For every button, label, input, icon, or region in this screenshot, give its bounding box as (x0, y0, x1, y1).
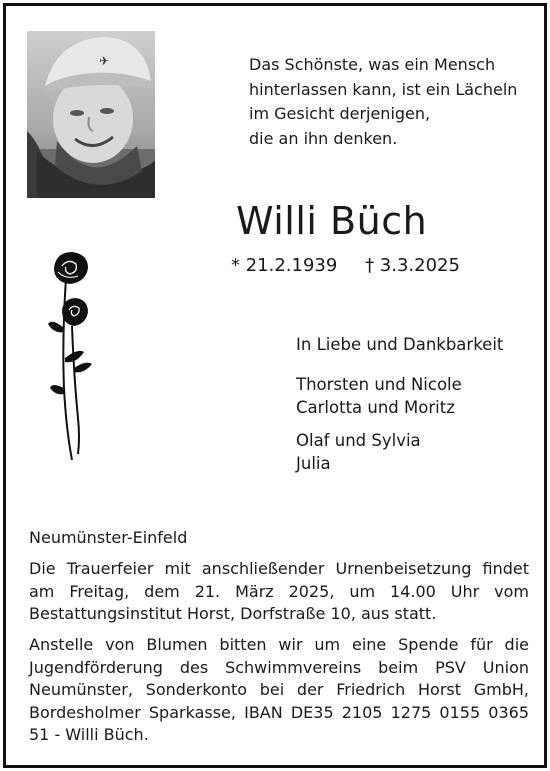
mourners-group-1 (296, 373, 536, 419)
obituary-card (3, 3, 547, 768)
rose-icon (44, 248, 96, 468)
deceased-name: Willi Büch (236, 199, 428, 243)
death-date: † 3.3.2025 (365, 255, 460, 276)
mourners-intro: In Liebe und Dankbarkeit (296, 335, 504, 354)
portrait-photo (27, 31, 155, 198)
cap-logo: ✈ (99, 54, 110, 68)
ceremony-notice: Die Trauerfeier mit anschließender Urnenbeisetzung findet am Freitag, dem 21. März 2025, um 14.00 Uhr vom Bestattungsinstitut Horst, Dorfstraße 10, aus statt. (29, 559, 529, 623)
mourner-line: Carlotta und Moritz (296, 398, 455, 417)
mourner-line: Olaf und Sylvia (296, 431, 421, 450)
mourners-group-2 (296, 429, 536, 475)
portrait-image (27, 31, 155, 198)
donation-notice: Anstelle von Blumen bitten wir um eine Spende für die Jugendförderung des Schwimmvereins beim PSV Union Neumünster, Sonderkonto bei der Friedrich Horst GmbH, Bordesholmer Sparkasse, IBAN DE35 2105 1275 0155 0365 51 - Willi Büch. (29, 635, 529, 744)
mourner-line: Thorsten und Nicole (296, 375, 462, 394)
birth-date: * 21.2.1939 (231, 255, 338, 276)
memorial-quote: Das Schönste, was ein Mensch hinterlassen kann, ist ein Lächeln im Gesicht derjenigen, die an ihn denken. (249, 55, 518, 148)
mourner-line: Julia (296, 454, 331, 473)
place-of-residence: Neumünster-Einfeld (29, 528, 188, 547)
life-dates (231, 255, 531, 277)
